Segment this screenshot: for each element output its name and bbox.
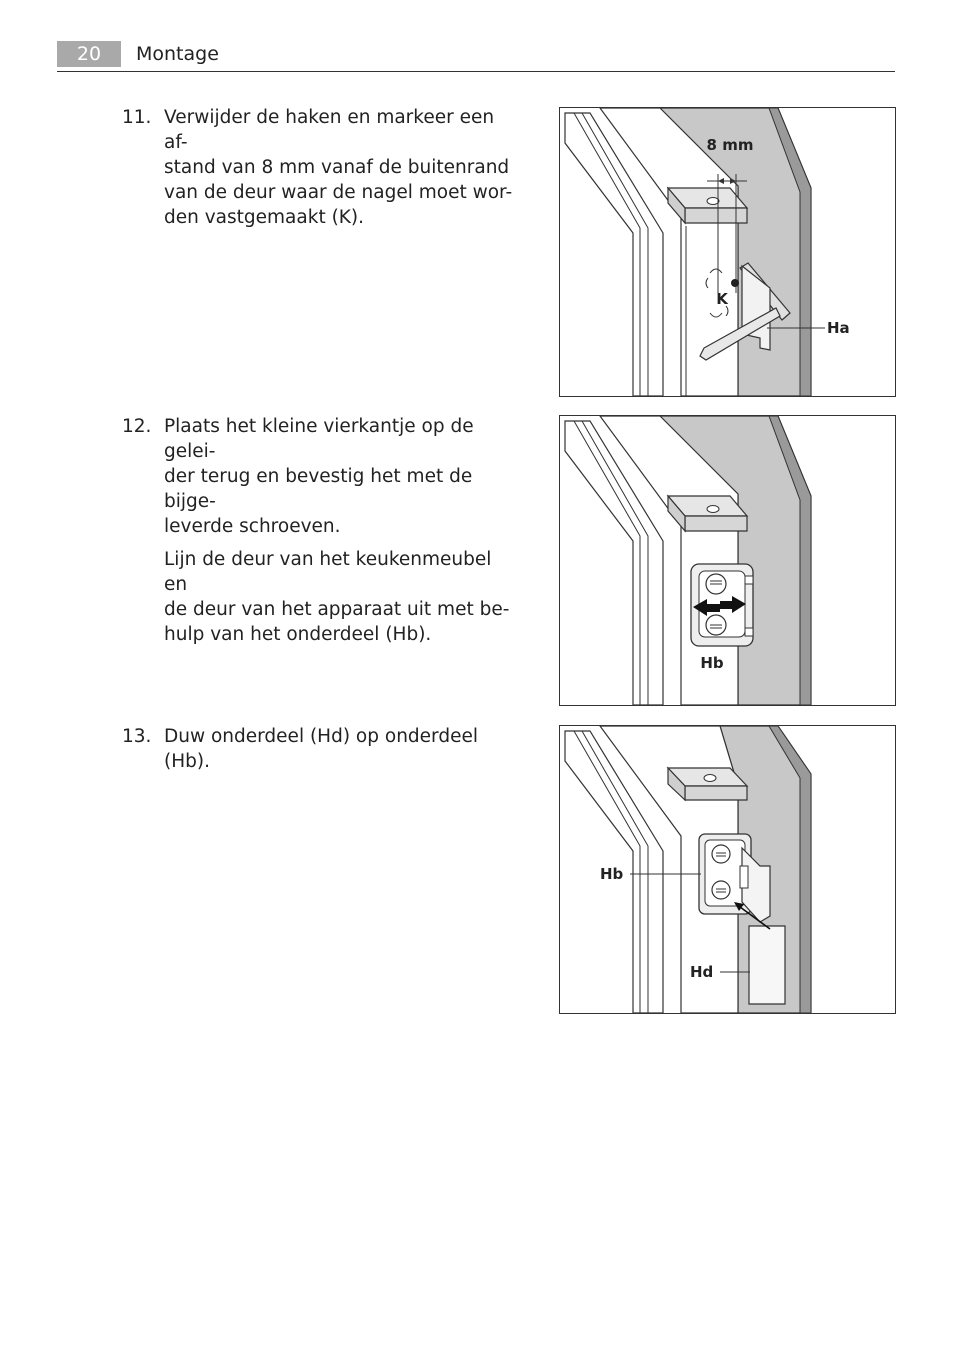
step-line: hulp van het onderdeel (Hb). — [164, 624, 432, 645]
step-line: den vastgemaakt (K). — [164, 207, 365, 228]
step-line: stand van 8 mm vanaf de buitenrand — [164, 157, 510, 178]
step-line: Lijn de deur van het keukenmeubel en — [164, 549, 492, 595]
page-number: 20 — [57, 41, 121, 67]
label-hb: Hb — [700, 654, 724, 672]
step-line: Plaats het kleine vierkantje op de gelei- — [164, 416, 474, 462]
label-ha: Ha — [827, 319, 850, 337]
door-hinge-illustration-2 — [560, 416, 895, 705]
figure-step-13 — [559, 725, 896, 1014]
step-11 — [122, 105, 517, 238]
figure-step-11 — [559, 107, 896, 397]
label-hb: Hb — [600, 865, 624, 883]
step-12 — [122, 414, 517, 655]
step-number: 13. — [122, 726, 152, 747]
door-hinge-illustration-3 — [560, 726, 895, 1013]
door-hinge-illustration-1 — [560, 108, 895, 396]
step-number: 11. — [122, 107, 152, 128]
step-line: de deur van het apparaat uit met be- — [164, 599, 510, 620]
label-k: K — [716, 290, 728, 308]
step-13 — [122, 724, 517, 782]
step-line: Duw onderdeel (Hd) op onderdeel (Hb). — [164, 726, 478, 772]
step-line: van de deur waar de nagel moet wor- — [164, 182, 513, 203]
label-hd: Hd — [690, 963, 714, 981]
step-line: der terug en bevestig het met de bijge- — [164, 466, 473, 512]
step-line: leverde schroeven. — [164, 516, 341, 537]
section-title: Montage — [136, 43, 219, 65]
step-number: 12. — [122, 416, 152, 437]
step-line: Verwijder de haken en markeer een af- — [164, 107, 495, 153]
figure-step-12 — [559, 415, 896, 706]
page-header — [57, 41, 895, 72]
measure-label: 8 mm — [706, 136, 754, 154]
